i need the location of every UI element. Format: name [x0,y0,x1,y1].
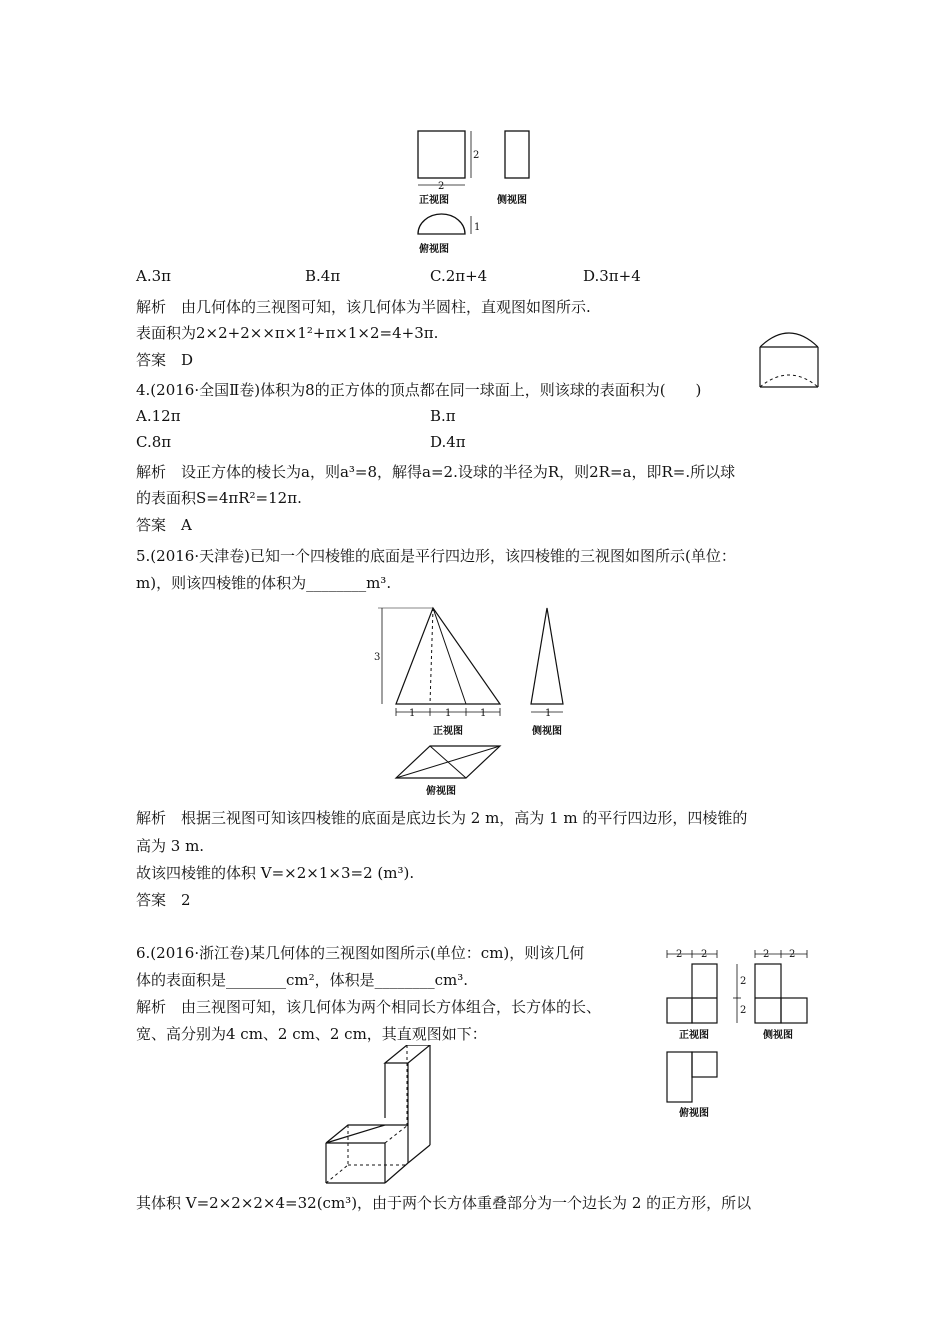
q3-option-c: C.2π+4 [430,267,488,285]
q6-top-label: 俯视图 [679,1108,709,1119]
q3-top-label: 俯视图 [419,244,449,255]
q5-front-label: 正视图 [433,726,463,737]
q6-dim-h1: 2 [740,976,747,987]
q3-dim-width: 2 [438,181,445,192]
q5-answer: 答案 2 [136,891,191,909]
q5-side-label: 侧视图 [532,726,562,737]
q6-analysis-line-1: 解析 由三视图可知，该几何体为两个相同长方体组合，长方体的长、 [136,998,602,1016]
q3-three-view-figure [405,128,545,268]
half-cylinder-figure [755,323,825,398]
q6-analysis-line-2: 宽、高分别为4 cm、2 cm、2 cm，其直观图如下： [136,1025,487,1043]
q6-dim-f2: 2 [701,949,708,960]
q3-option-b: B.4π [305,267,341,285]
q6-dim-h2: 2 [740,1005,747,1016]
q6-three-view-figure [660,940,840,1130]
q5-dim-height: 3 [374,652,381,663]
q3-analysis-line-1: 解析 由几何体的三视图可知，该几何体为半圆柱，直观图如图所示. [136,298,591,316]
q4-option-a: A.12π [136,407,181,425]
q6-dim-s1: 2 [763,949,770,960]
q5-analysis-line-2: 高为 3 m. [136,837,205,855]
q4-option-d: D.4π [430,433,466,451]
q6-last-line: 其体积 V=2×2×2×4=32(cm³)，由于两个长方体重叠部分为一个边长为 2 的正方形，所以 [136,1194,752,1212]
q5-three-view-figure [365,598,590,798]
q4-analysis-line-2: 的表面积S=4πR²=12π. [136,489,302,507]
q3-analysis-line-2: 表面积为2×2+2××π×1²+π×1×2=4+3π. [136,324,439,342]
q5-stem-line-2: m)，则该四棱锥的体积为________m³. [136,574,392,592]
q5-stem-line-1: 5.(2016·天津卷)已知一个四棱锥的底面是平行四边形，该四棱锥的三视图如图所示(单位： [136,547,736,565]
q3-answer: 答案 D [136,351,194,369]
q6-solid-figure [318,1045,453,1185]
q6-stem-line-2: 体的表面积是________cm²，体积是________cm³. [136,971,469,989]
q3-side-label: 侧视图 [497,195,527,206]
q3-option-a: A.3π [136,267,172,285]
q6-side-label: 侧视图 [763,1030,793,1041]
q3-dim-height: 2 [473,150,480,161]
q5-side-dim: 1 [545,708,552,719]
q4-answer: 答案 A [136,516,192,534]
q5-dim-1b: 1 [445,708,452,719]
q4-analysis-line-1: 解析 设正方体的棱长为a，则a³=8，解得a=2.设球的半径为R，则2R=a，即R=.所以球 [136,463,736,481]
q6-front-label: 正视图 [679,1030,709,1041]
q5-analysis-line-3: 故该四棱锥的体积 V=×2×1×3=2 (m³). [136,864,415,882]
q3-front-label: 正视图 [419,195,449,206]
q6-stem-line-1: 6.(2016·浙江卷)某几何体的三视图如图所示(单位：cm)，则该几何 [136,944,585,962]
q5-dim-1a: 1 [409,708,416,719]
q6-dim-s2: 2 [789,949,796,960]
q6-dim-f1: 2 [676,949,683,960]
q4-option-c: C.8π [136,433,172,451]
q4-stem: 4.(2016·全国Ⅱ卷)体积为8的正方体的顶点都在同一球面上，则该球的表面积为( ) [136,381,702,399]
q5-dim-1c: 1 [480,708,487,719]
q3-option-d: D.3π+4 [583,267,641,285]
q5-top-label: 俯视图 [426,786,456,797]
q4-option-b: B.π [430,407,456,425]
q3-dim-top: 1 [474,222,481,233]
q5-analysis-line-1: 解析 根据三视图可知该四棱锥的底面是底边长为 2 m，高为 1 m 的平行四边形，四棱锥的 [136,809,748,827]
